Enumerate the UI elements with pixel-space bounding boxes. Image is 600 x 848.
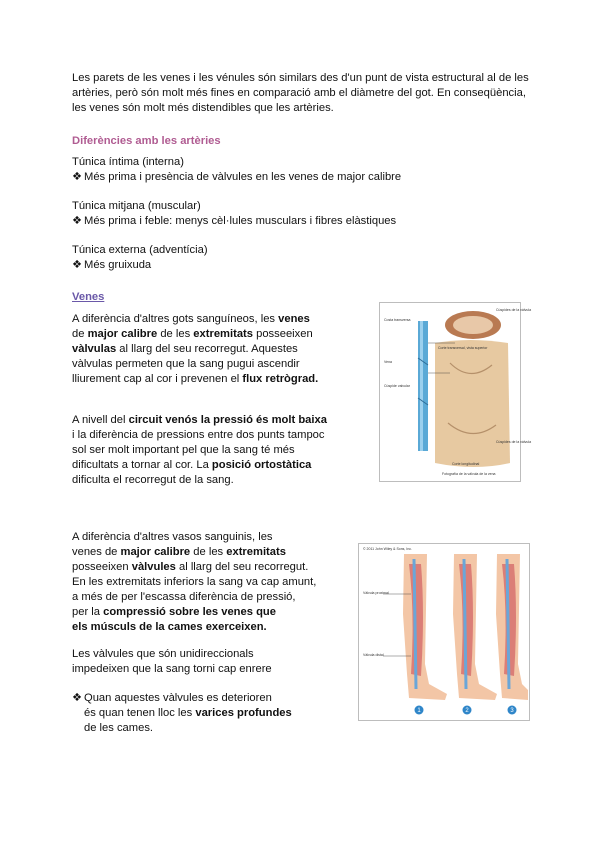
- label-vena: Vena: [384, 360, 392, 364]
- leg-2: [453, 554, 497, 700]
- tunica-mitjana-title: Túnica mitjana (muscular): [72, 200, 201, 212]
- vein-longitudinal-photo: [435, 340, 510, 467]
- tunica-externa-bullet: ❖ Més gruixuda: [72, 259, 152, 271]
- venes-paragraph-2: A nivell del circuit venós la pressió és molt baixa i la diferència de pressions entre dos punts tampoc sol ser molt important pel que la sang té més dificultats a tornar al cor. La posició ortostàtica dificulta el recorregut de la sang.: [72, 414, 327, 486]
- label-corte-transversal: Corte transversal, vista superior: [438, 346, 488, 350]
- diamond-bullet-icon: ❖: [72, 215, 83, 227]
- venes-paragraph-3: A diferència d'altres vasos sanguinis, les venes de major calibre de les extremitats posseeixen vàlvules al llarg del seu recorregut. En les extremitats inferiors la sang va cap amunt, a més de per l'escassa diferència de pressió, per la compressió sobre les venes que els músculs de la cames exerceixen.: [72, 531, 317, 633]
- label-cuspides-bottom: Cúspides de la válvula: [496, 440, 532, 444]
- venes-paragraph-4: Les vàlvules que són unidireccionals impedeixen que la sang torni cap enrere: [72, 648, 272, 675]
- marker-2-label: 2: [465, 708, 469, 714]
- tunica-mitjana: [72, 199, 532, 229]
- label-corte-longitudinal: Corte longitudinal: [452, 462, 480, 466]
- legs-illustration: [359, 544, 529, 720]
- label-valvula-proximal: Válvula proximal: [363, 591, 389, 595]
- label-valvula-distal: Válvula distal: [363, 653, 384, 657]
- figure1-caption: Fotografía de la válvula de la vena: [442, 472, 496, 476]
- intro-paragraph: Les parets de les venes i les vénules són similars des d'un punt de vista estructural al de les artèries, però són molt més fines en comparació amb el diàmetre del got. En conseqüència, les venes són molt més distendibles que les artèries.: [72, 72, 529, 114]
- diamond-bullet-icon: ❖: [72, 171, 83, 183]
- marker-3-label: 3: [510, 708, 514, 714]
- venes-paragraph-5: ❖ Quan aquestes vàlvules es deterioren és quan tenen lloc les varices profundes de les cames.: [72, 692, 292, 734]
- tunica-mitjana-bullet: ❖ Més prima i feble: menys cèl·lules musculars i fibres elàstiques: [72, 215, 397, 227]
- tunica-intima-bullet: ❖ Més prima i presència de vàlvules en les venes de major calibre: [72, 171, 402, 183]
- vein-valve-illustration: [380, 303, 532, 481]
- label-cuspide: Cúspide valvular: [384, 384, 410, 388]
- leg-1: [403, 554, 447, 700]
- diamond-bullet-icon: ❖: [72, 692, 83, 704]
- legs-figure: [358, 543, 530, 721]
- tunica-externa-title: Túnica externa (adventícia): [72, 244, 208, 256]
- figure2-copyright: © 2011 John Wiley & Sons, Inc.: [363, 547, 413, 551]
- differences-heading: Diferències amb les artèries: [72, 135, 221, 147]
- vein-valve-figure: [379, 302, 532, 482]
- label-cuspides-top: Cúspides de la válvula: [496, 308, 532, 312]
- tunica-externa: [72, 243, 532, 273]
- venes-paragraph-1: A diferència d'altres gots sanguíneos, les venes de major calibre de les extremitats posseeixen vàlvulas al llarg del seu recorregut. Aquestes vàlvulas permeten que la sang pugui ascendir lliurement cap al cor i prevenen el flux retrògrad.: [72, 313, 319, 385]
- diamond-bullet-icon: ❖: [72, 259, 83, 271]
- tunica-intima-title: Túnica íntima (interna): [72, 156, 184, 168]
- label-costa: Costa transversa: [384, 318, 411, 322]
- marker-1-label: 1: [417, 708, 421, 714]
- venes-heading[interactable]: Venes: [72, 291, 105, 303]
- tunica-intima: [72, 155, 532, 185]
